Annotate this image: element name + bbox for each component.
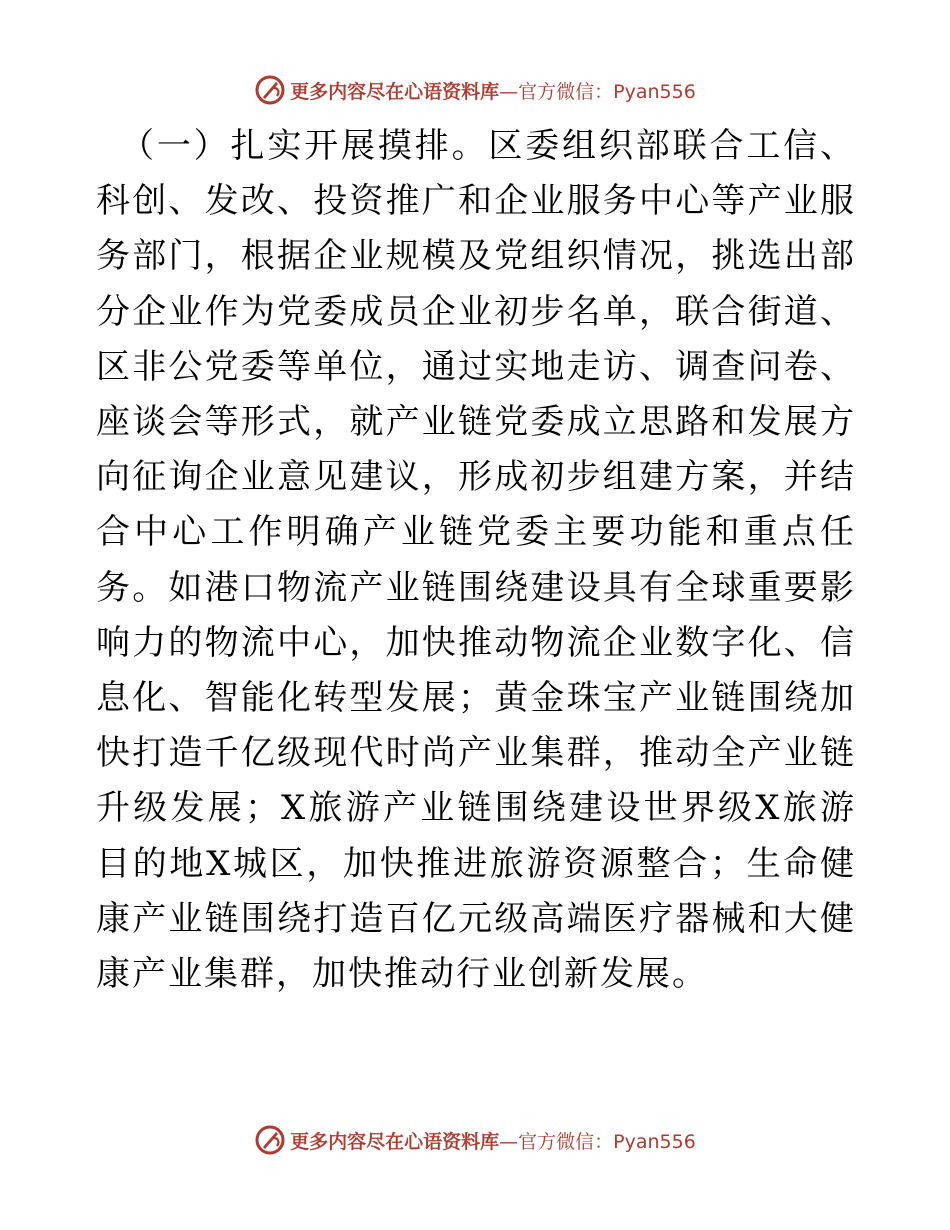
watermark-brand-text: 更多内容尽在心语资料库 xyxy=(290,80,500,103)
watermark-official-wechat: —官方微信：Pyan556 xyxy=(499,1130,696,1153)
watermark-official-wechat: —官方微信：Pyan556 xyxy=(499,80,696,103)
header-watermark-banner xyxy=(0,70,950,110)
quill-seal-icon xyxy=(254,1124,286,1156)
document-body xyxy=(96,119,856,1002)
body-paragraph: （一）扎实开展摸排。区委组织部联合工信、科创、发改、投资推广和企业服务中心等产业服务部门，根据企业规模及党组织情况，挑选出部分企业作为党委成员企业初步名单，联合街道、区非公党委等单位，通过实地走访、调查问卷、座谈会等形式，就产业链党委成立思路和发展方向征询企业意见建议，形成初步组建方案，并结合中心工作明确产业链党委主要功能和重点任务。如港口物流产业链围绕建设具有全球重要影响力的物流中心，加快推动物流企业数字化、信息化、智能化转型发展；黄金珠宝产业链围绕加快打造千亿级现代时尚产业集群，推动全产业链升级发展；X旅游产业链围绕建设世界级X旅游目的地X城区，加快推进旅游资源整合；生命健康产业链围绕打造百亿元级高端医疗器械和大健康产业集群，加快推动行业创新发展。 xyxy=(96,126,856,995)
quill-seal-icon xyxy=(254,74,286,106)
watermark-brand-text: 更多内容尽在心语资料库 xyxy=(290,1130,500,1153)
footer-watermark-banner xyxy=(0,1120,950,1160)
